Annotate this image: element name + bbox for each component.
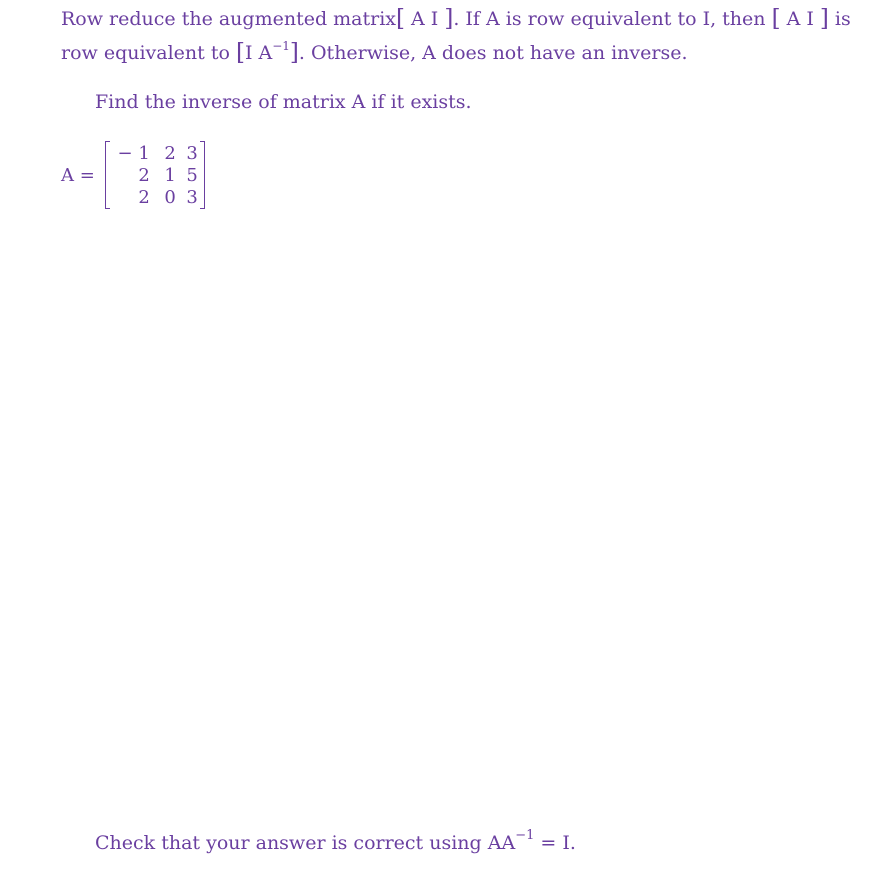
matrix-label: A = <box>61 164 95 186</box>
matrix-cell: 1 <box>164 164 176 186</box>
matrix-cell: − 1 <box>117 142 150 164</box>
matrix-cell: 2 <box>138 186 150 208</box>
instructions-text-2: . If A is row equivalent to I, then <box>453 8 772 30</box>
matrix-cell: 2 <box>138 164 150 186</box>
augmented-matrix-a-i: A I <box>405 8 445 30</box>
open-bracket-3: [ <box>235 40 245 66</box>
check-text: Check that your answer is correct using AA <box>95 832 516 854</box>
close-bracket-1: ] <box>444 6 454 32</box>
matrix-left-bracket <box>105 141 110 209</box>
instructions-text-3: is row equivalent to <box>61 8 851 64</box>
matrix-a <box>61 140 205 210</box>
check-instruction <box>95 822 576 857</box>
check-equals-identity: = I. <box>534 832 576 854</box>
close-bracket-2: ] <box>819 6 829 32</box>
matrix-cell: 3 <box>186 142 198 164</box>
augmented-matrix-a-i-2: A I <box>780 8 820 30</box>
matrix-grid <box>116 143 198 208</box>
inverse-superscript: −1 <box>272 39 290 53</box>
instructions-paragraph <box>61 6 871 67</box>
instructions-text-4: . Otherwise, A does not have an inverse. <box>298 42 688 64</box>
matrix-cell: 5 <box>186 164 198 186</box>
close-bracket-3: ] <box>289 40 299 66</box>
open-bracket-2: [ <box>771 6 781 32</box>
check-inverse-superscript: −1 <box>515 828 535 843</box>
question-prompt: Find the inverse of matrix A if it exists. <box>95 91 472 113</box>
instructions-text-1: Row reduce the augmented matrix <box>61 8 397 30</box>
augmented-matrix-i-ainv: I A <box>244 42 273 64</box>
matrix-right-bracket <box>200 141 205 209</box>
matrix-cell: 2 <box>164 142 176 164</box>
matrix-cell: 3 <box>186 186 198 208</box>
open-bracket-1: [ <box>396 6 405 32</box>
matrix-cell: 0 <box>164 186 176 208</box>
